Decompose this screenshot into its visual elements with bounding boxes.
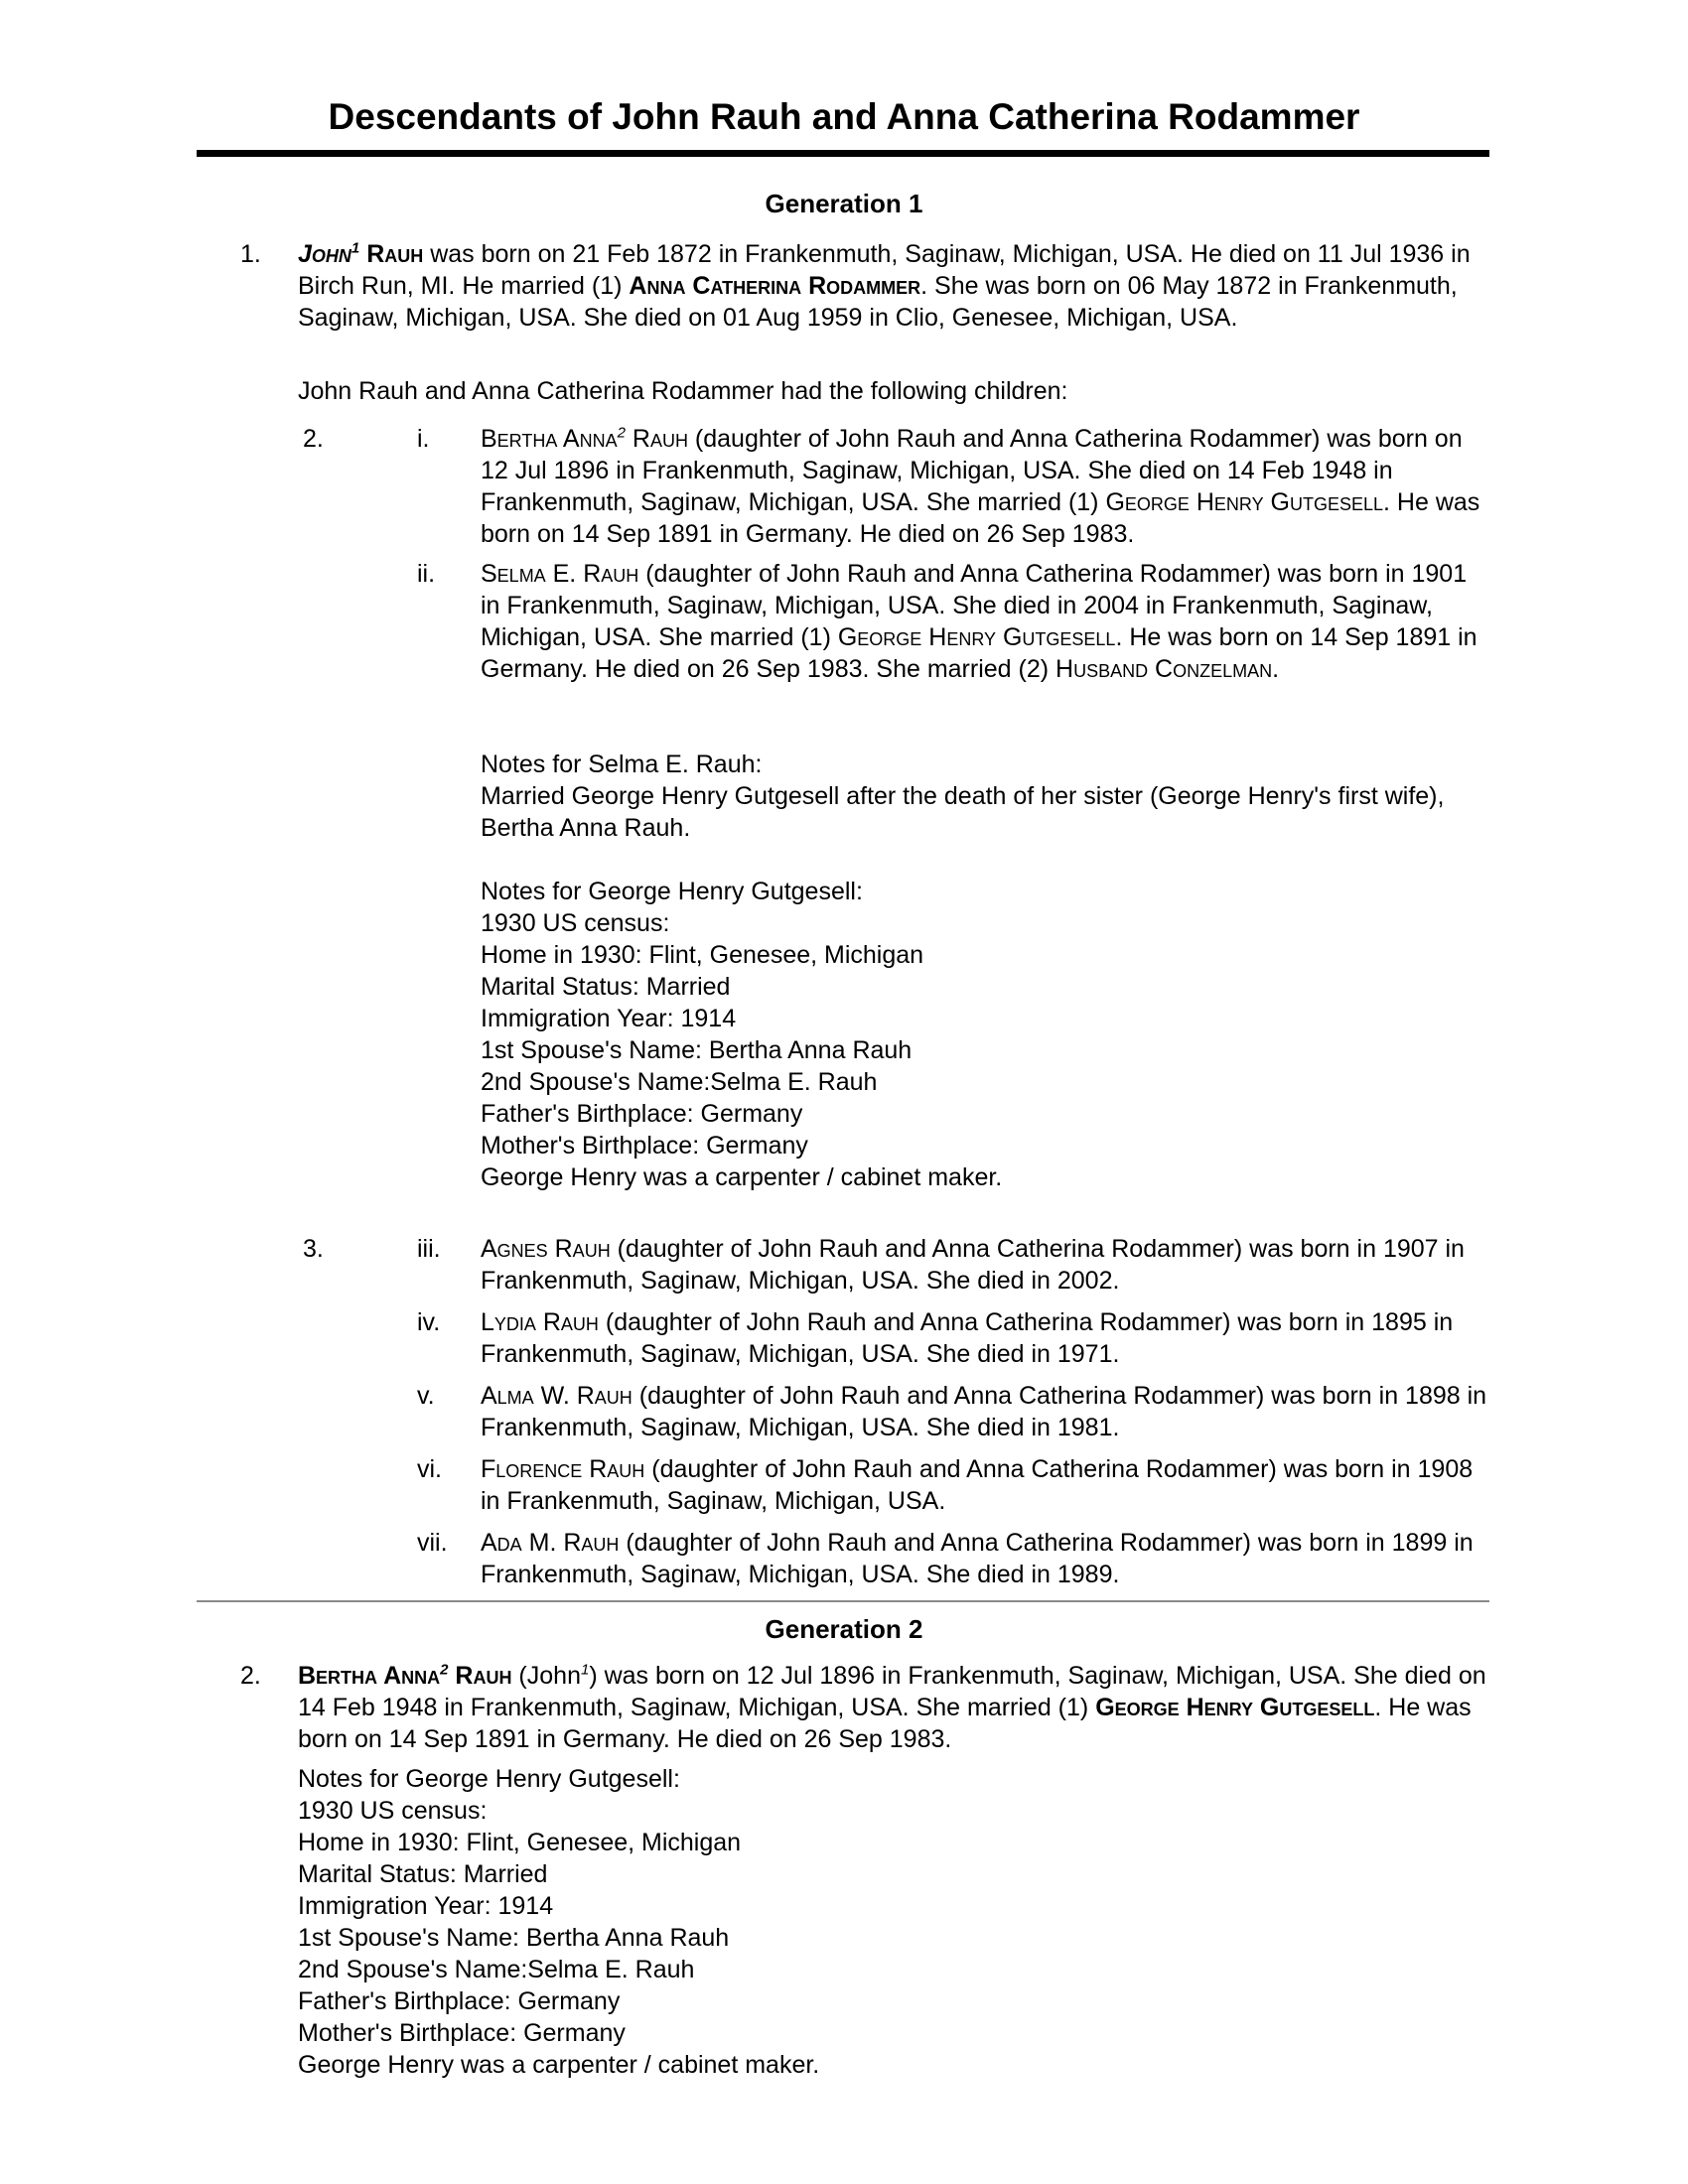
spouse-name: George Henry Gutgesell xyxy=(1095,1694,1375,1721)
title-rule xyxy=(197,150,1489,157)
notes-george-henry-gutgesell: Notes for George Henry Gutgesell: 1930 US census: Home in 1930: Flint, Genesee, Michigan Marital Status: Married Immigration Year: 1914 1st Spouse's Name: Bertha Anna Rauh 2nd Spouse's Name:Selma E. Rauh Father's Birthplace: Germany Mother's Birthplace: Germany George Henry was a carpenter / cabinet maker. xyxy=(298,1765,820,2079)
page-title: Descendants of John Rauh and Anna Catherina Rodammer xyxy=(328,96,1360,137)
children-intro: John Rauh and Anna Catherina Rodammer had the following children: xyxy=(298,377,1068,405)
child-entry: Florence Rauh (daughter of John Rauh and Anna Catherina Rodammer) was born in 1908 in Frankenmuth, Saginaw, Michigan, USA. xyxy=(481,1455,1474,1515)
person-john-rauh-entry: John$^1$ Rauh was born on 21 Feb 1872 in Frankenmuth, Saginaw, Michigan, USA. He died on 11 Jul 1936 in Birch Run, MI. He married (1) Anna Catherina Rodammer. She was born on 06 May 1872 in Frankenmuth, Saginaw, Michigan, USA. She died on 01 Aug 1959 in Clio, Genesee, Michigan, USA. xyxy=(298,239,1471,332)
notes-selma-rauh: Notes for Selma E. Rauh: Married George Henry Gutgesell after the death of her sister (George Henry's first wife), Bertha Anna Rauh. xyxy=(481,751,1445,842)
child-ref-number: 2. xyxy=(303,425,324,453)
person-number: 1. xyxy=(240,240,261,268)
child-name: Agnes Rauh xyxy=(481,1235,611,1263)
child-roman-numeral: vii. xyxy=(417,1529,448,1557)
child-roman-numeral: v. xyxy=(417,1382,435,1410)
person-name: John$^1$ Rauh xyxy=(298,239,424,268)
child-entry: Selma E. Rauh (daughter of John Rauh and Anna Catherina Rodammer) was born in 1901 in Frankenmuth, Saginaw, Michigan, USA. She died in 2004 in Frankenmuth, Saginaw, Michigan, USA. She married (1) George Henry Gutgesell. He was born on 14 Sep 1891 in Germany. He died on 26 Sep 1983. She married (2) Husband Conzelman. xyxy=(481,560,1477,683)
child-name: Florence Rauh xyxy=(481,1455,645,1483)
child-entry: Bertha Anna$^2$ Rauh (daughter of John Rauh and Anna Catherina Rodammer) was born on 12 Jul 1896 in Frankenmuth, Saginaw, Michigan, USA. She died on 14 Feb 1948 in Frankenmuth, Saginaw, Michigan, USA. She married (1) George Henry Gutgesell. He was born on 14 Sep 1891 in Germany. He died on 26 Sep 1983. xyxy=(481,424,1480,548)
child-name: Lydia Rauh xyxy=(481,1308,599,1336)
child-entry: Ada M. Rauh (daughter of John Rauh and Anna Catherina Rodammer) was born in 1899 in Frankenmuth, Saginaw, Michigan, USA. She died in 1989. xyxy=(481,1529,1474,1588)
spouse-name: George Henry Gutgesell xyxy=(837,623,1116,651)
child-roman-numeral: vi. xyxy=(417,1455,442,1483)
child-roman-numeral: i. xyxy=(417,425,430,453)
child-name: Selma E. Rauh xyxy=(481,560,639,588)
spouse-name: Husband Conzelman xyxy=(1055,655,1273,683)
child-name: Bertha Anna$^2$ Rauh xyxy=(481,424,688,453)
child-roman-numeral: iv. xyxy=(417,1308,441,1336)
child-entry: Agnes Rauh (daughter of John Rauh and Anna Catherina Rodammer) was born in 1907 in Frankenmuth, Saginaw, Michigan, USA. She died in 2002. xyxy=(481,1235,1465,1295)
child-entry: Alma W. Rauh (daughter of John Rauh and Anna Catherina Rodammer) was born in 1898 in Frankenmuth, Saginaw, Michigan, USA. She died in 1981. xyxy=(481,1382,1487,1441)
person-bertha-anna-rauh-entry: Bertha Anna$^2$ Rauh (John$^1$) was born on 12 Jul 1896 in Frankenmuth, Saginaw, Michigan, USA. She died on 14 Feb 1948 in Frankenmuth, Saginaw, Michigan, USA. She married (1) George Henry Gutgesell. He was born on 14 Sep 1891 in Germany. He died on 26 Sep 1983. xyxy=(298,1661,1486,1753)
generation-2-heading: Generation 2 xyxy=(765,1614,923,1644)
person-number: 2. xyxy=(240,1662,261,1690)
child-name: Alma W. Rauh xyxy=(481,1382,633,1410)
child-roman-numeral: iii. xyxy=(417,1235,441,1263)
child-entry: Lydia Rauh (daughter of John Rauh and Anna Catherina Rodammer) was born in 1895 in Frankenmuth, Saginaw, Michigan, USA. She died in 1971. xyxy=(481,1308,1454,1368)
generation-1-heading: Generation 1 xyxy=(765,189,923,218)
person-name: Bertha Anna$^2$ Rauh xyxy=(298,1661,512,1690)
notes-george-henry-gutgesell: Notes for George Henry Gutgesell: 1930 US census: Home in 1930: Flint, Genesee, Michigan Marital Status: Married Immigration Year: 1914 1st Spouse's Name: Bertha Anna Rauh 2nd Spouse's Name:Selma E. Rauh Father's Birthplace: Germany Mother's Birthplace: Germany George Henry was a carpenter / cabinet maker. xyxy=(481,878,1003,1191)
spouse-name: George Henry Gutgesell xyxy=(1105,488,1384,516)
child-name: Ada M. Rauh xyxy=(481,1529,620,1557)
spouse-name: Anna Catherina Rodammer xyxy=(629,272,921,300)
generation-divider xyxy=(197,1600,1489,1602)
child-ref-number: 3. xyxy=(303,1235,324,1263)
child-roman-numeral: ii. xyxy=(417,560,436,588)
